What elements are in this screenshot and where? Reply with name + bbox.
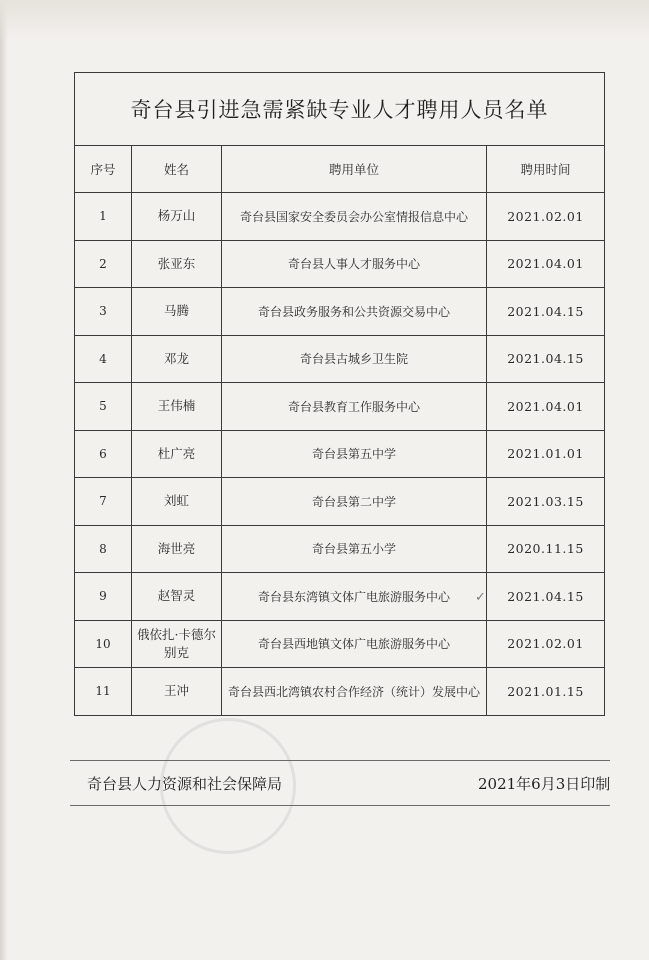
row-index: 2 — [75, 240, 132, 288]
table-row — [75, 335, 605, 383]
row-index: 8 — [75, 525, 132, 573]
row-name: 马腾 — [132, 288, 222, 336]
row-date: 2020.11.15 — [487, 525, 605, 573]
row-index: 1 — [75, 193, 132, 241]
title-row — [75, 73, 605, 146]
row-index: 10 — [75, 620, 132, 668]
row-name: 杨万山 — [132, 193, 222, 241]
header-unit: 聘用单位 — [222, 146, 487, 193]
print-date: 2021年6月3日印制 — [478, 775, 611, 793]
table-row — [75, 573, 605, 621]
row-unit: 奇台县西地镇文体广电旅游服务中心 — [222, 620, 487, 668]
row-name: 俄依扎·卡德尔别克 — [132, 620, 222, 668]
row-name: 刘虹 — [132, 478, 222, 526]
row-name: 张亚东 — [132, 240, 222, 288]
header-name: 姓名 — [132, 146, 222, 193]
row-unit: 奇台县古城乡卫生院 — [222, 335, 487, 383]
issuer-name: 奇台县人力资源和社会保障局 — [87, 775, 283, 793]
row-unit: 奇台县东湾镇文体广电旅游服务中心 — [222, 573, 487, 621]
header-date: 聘用时间 — [487, 146, 605, 193]
row-unit: 奇台县国家安全委员会办公室情报信息中心 — [222, 193, 487, 241]
row-name: 赵智灵 — [132, 573, 222, 621]
table-row — [75, 620, 605, 668]
row-index: 9 — [75, 573, 132, 621]
row-unit: 奇台县人事人才服务中心 — [222, 240, 487, 288]
row-unit: 奇台县第五小学 — [222, 525, 487, 573]
row-date: 2021.04.15 — [487, 335, 605, 383]
row-index: 11 — [75, 668, 132, 716]
table-row — [75, 383, 605, 431]
row-unit: 奇台县西北湾镇农村合作经济（统计）发展中心 — [222, 668, 487, 716]
row-index: 6 — [75, 430, 132, 478]
table-row — [75, 430, 605, 478]
footer-top-rule — [70, 760, 610, 761]
table-row — [75, 668, 605, 716]
row-date: 2021.01.01 — [487, 430, 605, 478]
table-row — [75, 478, 605, 526]
row-index: 5 — [75, 383, 132, 431]
footer-bottom-rule — [70, 805, 610, 806]
row-unit: 奇台县第二中学 — [222, 478, 487, 526]
page-edge-shadow — [0, 0, 8, 960]
personnel-table — [74, 72, 605, 716]
row-unit: 奇台县政务服务和公共资源交易中心 — [222, 288, 487, 336]
row-date: 2021.02.01 — [487, 193, 605, 241]
row-date: 2021.04.15 — [487, 573, 605, 621]
row-date: 2021.04.15 — [487, 288, 605, 336]
row-name: 邓龙 — [132, 335, 222, 383]
header-row — [75, 146, 605, 193]
row-index: 3 — [75, 288, 132, 336]
row-date: 2021.04.01 — [487, 240, 605, 288]
row-name: 杜广亮 — [132, 430, 222, 478]
row-date: 2021.02.01 — [487, 620, 605, 668]
table-row — [75, 525, 605, 573]
table-row — [75, 288, 605, 336]
row-index: 7 — [75, 478, 132, 526]
header-index: 序号 — [75, 146, 132, 193]
document-title: 奇台县引进急需紧缺专业人才聘用人员名单 — [75, 73, 605, 146]
row-date: 2021.01.15 — [487, 668, 605, 716]
row-date: 2021.03.15 — [487, 478, 605, 526]
row-name: 海世亮 — [132, 525, 222, 573]
table-row — [75, 193, 605, 241]
table-row — [75, 240, 605, 288]
row-date: 2021.04.01 — [487, 383, 605, 431]
page-top-shadow — [0, 0, 649, 40]
check-mark-icon: ✓ — [475, 590, 486, 605]
row-unit: 奇台县第五中学 — [222, 430, 487, 478]
row-name: 王伟楠 — [132, 383, 222, 431]
row-index: 4 — [75, 335, 132, 383]
row-unit: 奇台县教育工作服务中心 — [222, 383, 487, 431]
row-name: 王冲 — [132, 668, 222, 716]
